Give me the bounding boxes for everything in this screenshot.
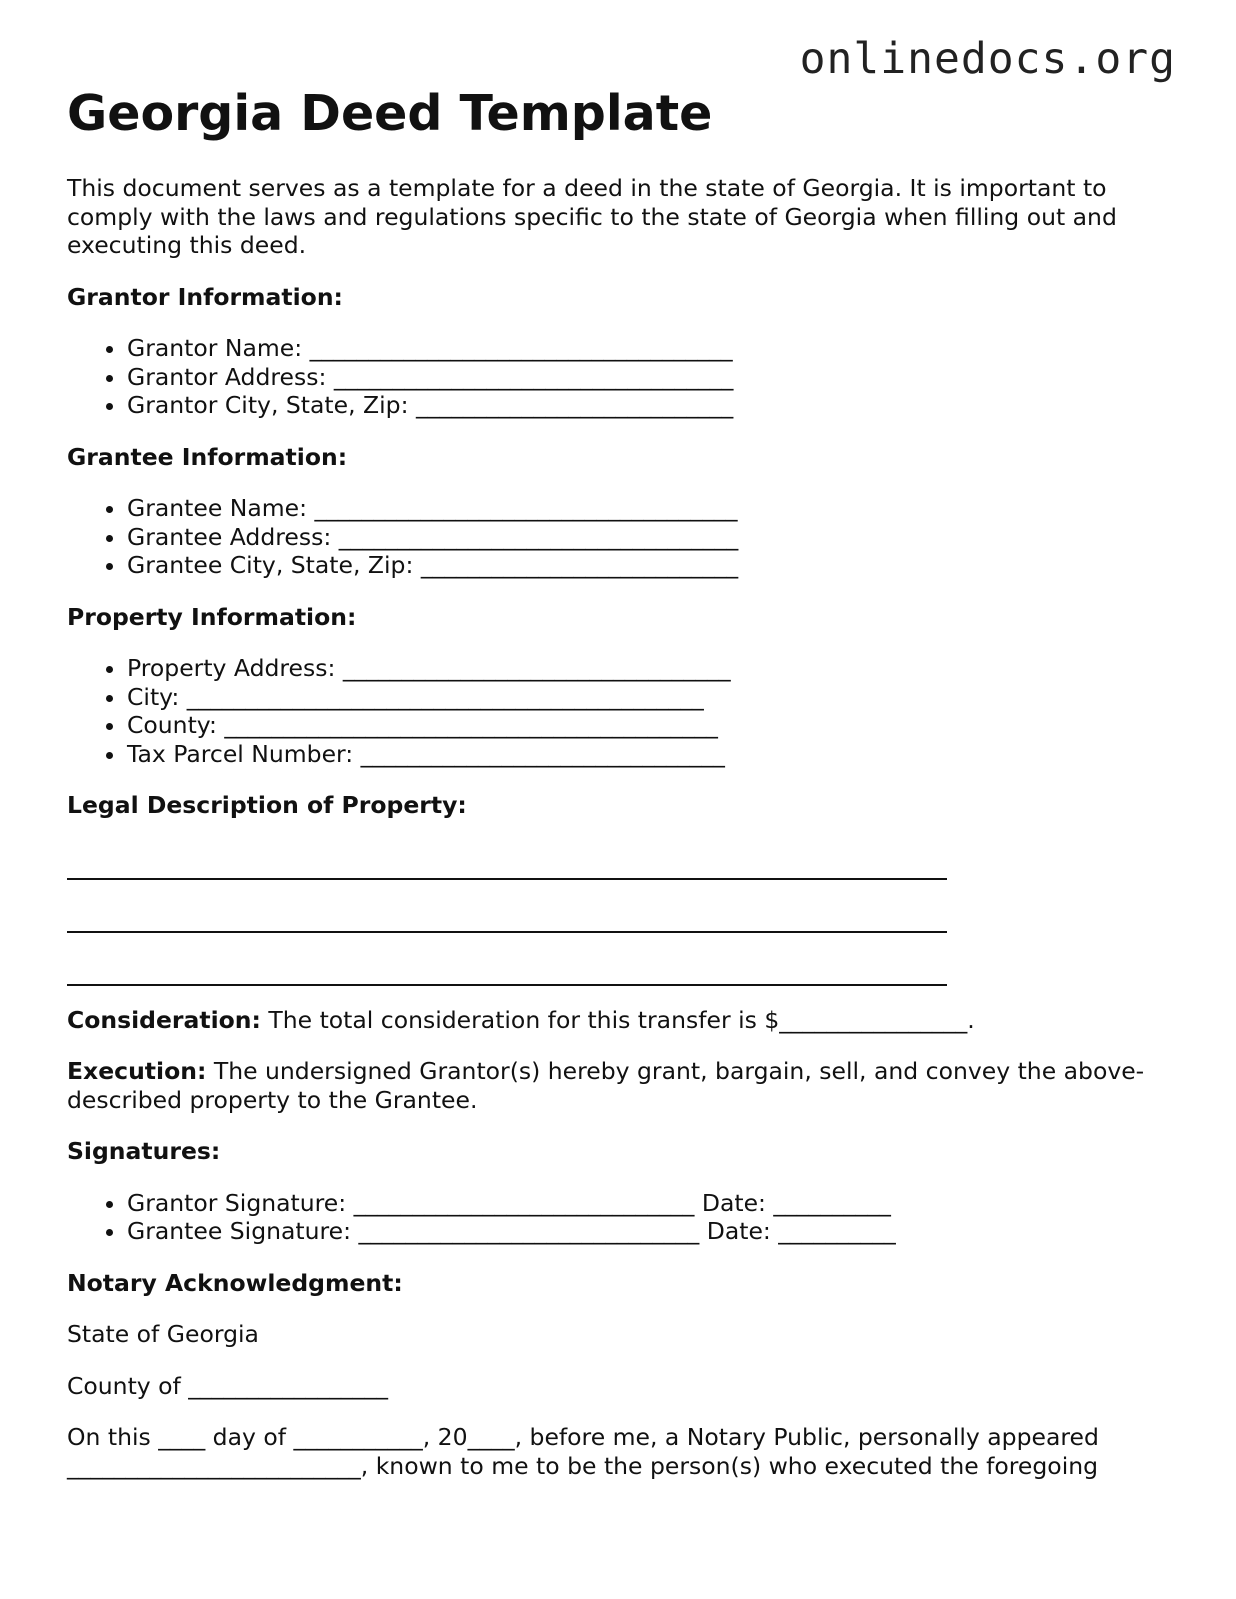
- consideration-paragraph: [67, 1006, 1177, 1035]
- grantee-address-field: • Grantee Address: __________________________________: [127, 523, 1177, 552]
- intro-paragraph: This document serves as a template for a deed in the state of Georgia. It is important to comply with the laws and regulations specific to the state of Georgia when filling out and executing this deed.: [67, 174, 1117, 259]
- grantor-heading: Grantor Information:: [67, 282, 343, 311]
- grantee-name-field: • Grantee Name: ____________________________________: [127, 494, 1177, 523]
- legal-description-lines: [67, 843, 1177, 986]
- grantee-city-state-zip-field: • Grantee City, State, Zip: ___________________________: [127, 551, 1177, 580]
- grantor-name-field: • Grantor Name: ____________________________________: [127, 334, 1177, 363]
- execution-paragraph: [67, 1057, 1177, 1114]
- grantor-city-state-zip-field: • Grantor City, State, Zip: ___________________________: [127, 391, 1177, 420]
- grantee-list: [67, 494, 1177, 580]
- grantee-heading: Grantee Information:: [67, 442, 348, 471]
- property-city-field: • City: ____________________________________________: [127, 683, 1177, 712]
- notary-county: County of _________________: [67, 1371, 389, 1400]
- property-address-field: • Property Address: _________________________________: [127, 654, 1177, 683]
- legal-description-line: [67, 877, 947, 880]
- grantee-signature-field: • Grantee Signature: _____________________________ Date: __________: [127, 1217, 1177, 1246]
- legal-description-line: [67, 983, 947, 986]
- notary-body: On this ____ day of ___________, 20____, before me, a Notary Public, personally appeared _________________________, known to me to be the person(s) who executed the foregoing: [67, 1423, 1099, 1480]
- consideration-text: The total consideration for this transfer is $________________.: [260, 1005, 975, 1034]
- property-list: [67, 654, 1177, 768]
- tax-parcel-number-field: • Tax Parcel Number: _______________________________: [127, 740, 1177, 769]
- notary-state: State of Georgia: [67, 1320, 259, 1348]
- notary-heading: Notary Acknowledgment:: [67, 1268, 403, 1297]
- site-watermark: onlinedocs.org: [799, 34, 1176, 84]
- property-heading: Property Information:: [67, 602, 357, 631]
- signatures-heading: Signatures:: [67, 1137, 221, 1165]
- consideration-label: Consideration:: [67, 1005, 261, 1034]
- signatures-list: [67, 1189, 1177, 1246]
- legal-description-heading: Legal Description of Property:: [67, 791, 467, 819]
- document-body: [67, 174, 1177, 1503]
- page-title: Georgia Deed Template: [67, 85, 713, 142]
- execution-text: The undersigned Grantor(s) hereby grant, bargain, sell, and convey the above-described property to the Grantee.: [67, 1057, 1145, 1114]
- execution-label: Execution:: [67, 1057, 207, 1085]
- legal-description-line: [67, 930, 947, 933]
- grantor-address-field: • Grantor Address: __________________________________: [127, 363, 1177, 392]
- grantor-signature-field: • Grantor Signature: _____________________________ Date: __________: [127, 1189, 1177, 1218]
- property-county-field: • County: __________________________________________: [127, 711, 1177, 740]
- grantor-list: [67, 334, 1177, 420]
